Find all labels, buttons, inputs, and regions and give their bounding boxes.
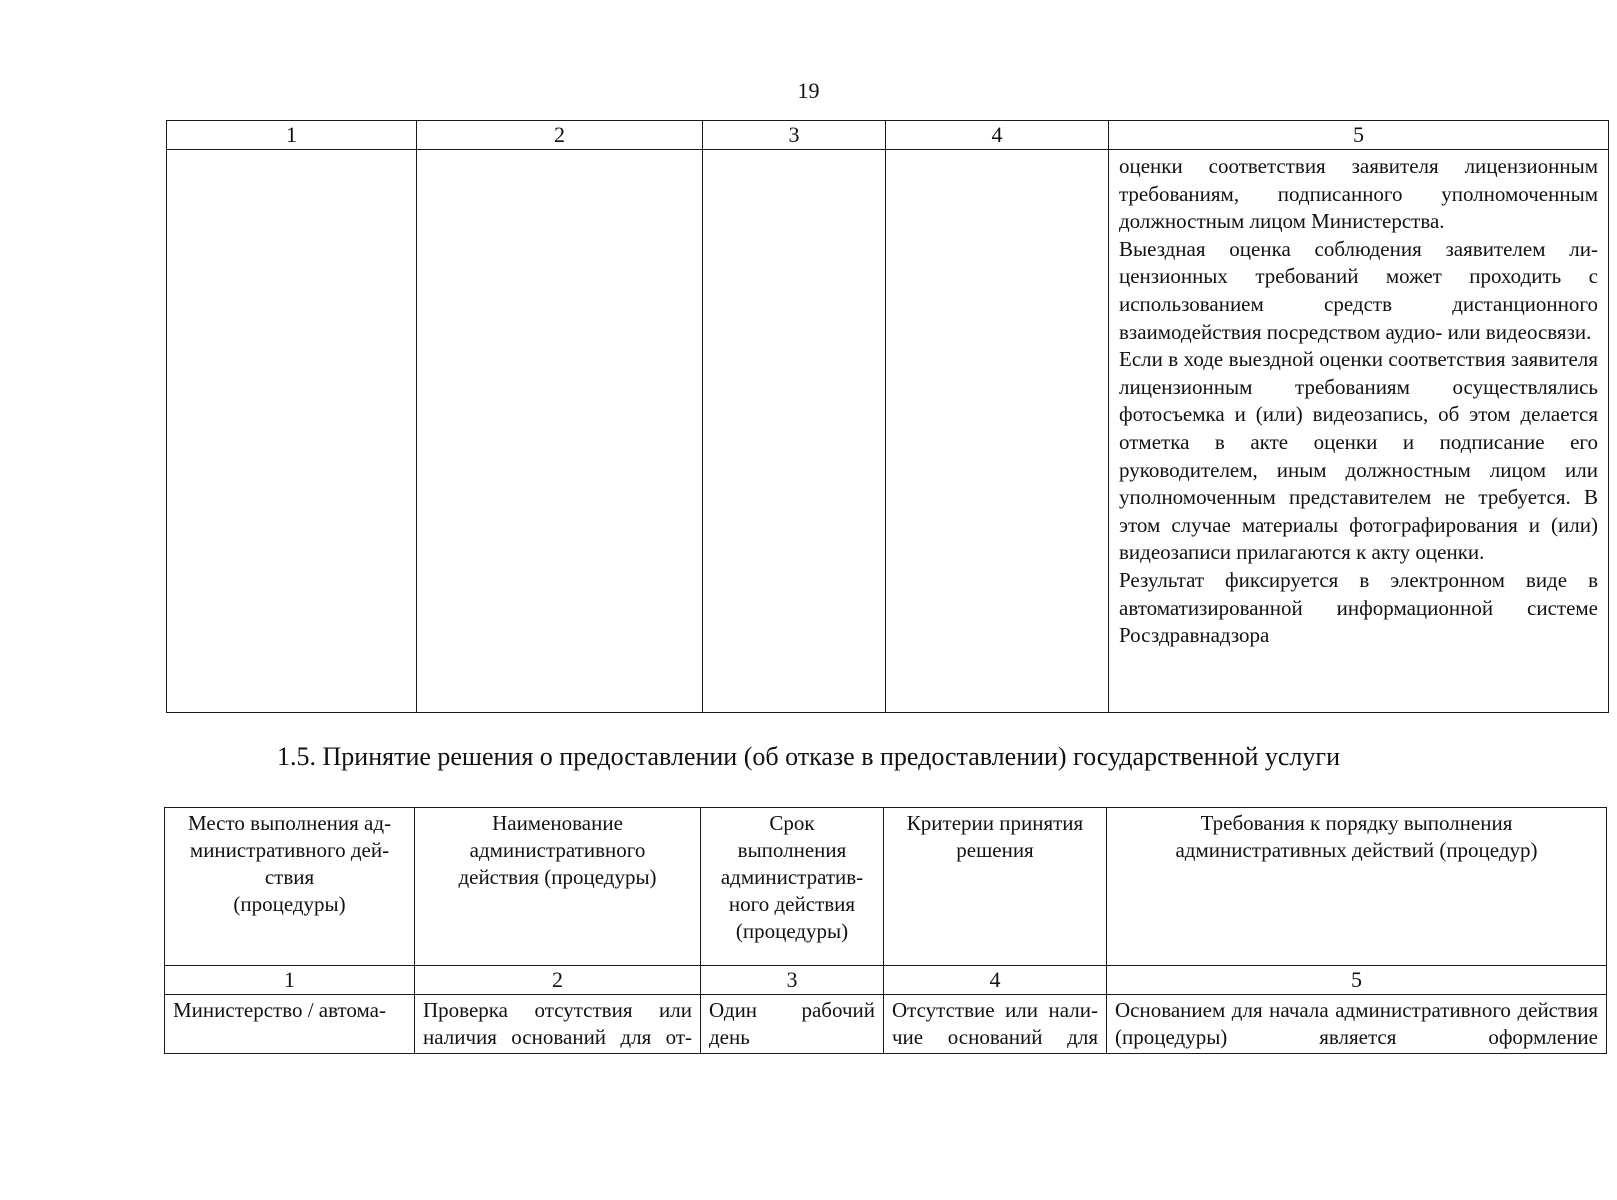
page-number: 19 xyxy=(797,78,820,103)
column-header: Срок выполнения административ- ного действия (процедуры) xyxy=(701,808,884,966)
procedure-table xyxy=(164,807,1607,1054)
column-number: 2 xyxy=(417,121,703,150)
requirements-cell xyxy=(1109,150,1609,713)
column-number: 1 xyxy=(165,966,415,995)
column-number: 1 xyxy=(167,121,417,150)
requirements-cell: Основанием для начала административного действия (процедуры) является оформление xyxy=(1107,995,1607,1054)
column-number: 5 xyxy=(1109,121,1609,150)
criteria-cell: Отсутствие или нали- чие оснований для xyxy=(884,995,1107,1054)
requirements-paragraph: Результат фиксируется в электронном виде в автоматизированной информационной системе Росздравнадзора xyxy=(1119,567,1598,648)
column-number: 4 xyxy=(884,966,1107,995)
empty-cell xyxy=(886,150,1109,713)
column-header: Наименование административного действия (процедуры) xyxy=(415,808,701,966)
column-number: 5 xyxy=(1107,966,1607,995)
action-name-cell: Проверка отсутствия или наличия оснований для от- xyxy=(415,995,701,1054)
empty-cell xyxy=(703,150,886,713)
empty-cell xyxy=(417,150,703,713)
procedure-table-continued xyxy=(166,120,1609,713)
column-number: 4 xyxy=(886,121,1109,150)
column-header: Критерии принятия решения xyxy=(884,808,1107,966)
empty-cell xyxy=(167,150,417,713)
place-cell: Министерство / автома- xyxy=(165,995,415,1054)
column-number: 2 xyxy=(415,966,701,995)
requirements-paragraph: оценки соответствия заявителя лицензионным требованиям, подписанного уполномоченным должностным лицом Министерства. xyxy=(1119,154,1598,234)
deadline-cell: Один рабочий день xyxy=(701,995,884,1054)
table-row xyxy=(167,150,1609,713)
column-number-row xyxy=(167,121,1609,150)
column-header: Место выполнения ад- министративного дей- ствия (процедуры) xyxy=(165,808,415,966)
section-heading: 1.5. Принятие решения о предоставлении (об отказе в предоставлении) государственной услуги xyxy=(277,742,1340,771)
table-row xyxy=(165,995,1607,1054)
header-row xyxy=(165,808,1607,966)
column-header: Требования к порядку выполнения административных действий (процедур) xyxy=(1107,808,1607,966)
column-number: 3 xyxy=(701,966,884,995)
column-number-row xyxy=(165,966,1607,995)
column-number: 3 xyxy=(703,121,886,150)
requirements-paragraph: Выездная оценка соблюдения заявителем лицензионных требований может проходить с использованием средств дистанционного взаимодействия посредством аудио- или видеосвязи. xyxy=(1119,236,1598,344)
requirements-paragraph: Если в ходе выездной оценки соответствия заявителя лицензионным требованиям осуществлялись фотосъемка и (или) видеозапись, об этом делается отметка в акте оценки и подписание его руководителем, иным должностным лицом или уполномоченным представителем не требуется. В этом случае материалы фотографирования и (или) видеозаписи прилагаются к акту оценки. xyxy=(1119,347,1598,565)
